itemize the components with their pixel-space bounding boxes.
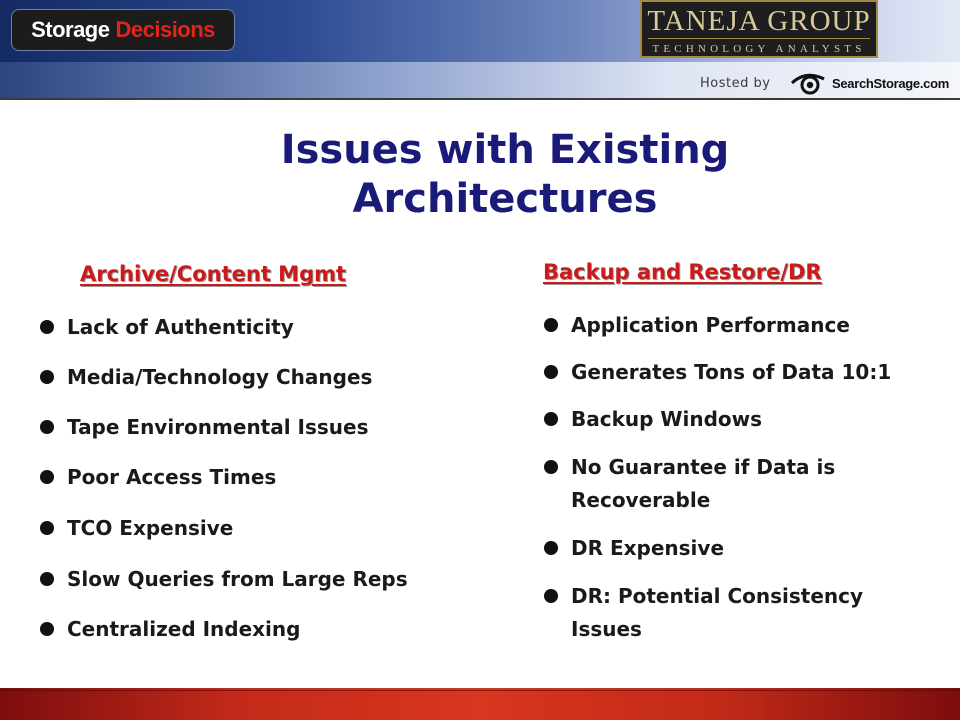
list-item-text: DR: Potential Consistency	[571, 584, 864, 608]
title-line-2: Architectures	[352, 176, 658, 222]
list-item-text: TCO Expensive	[67, 516, 234, 540]
bullet-dot-icon	[40, 320, 54, 334]
list-item-text: Media/Technology Changes	[67, 365, 373, 389]
taneja-group-logo	[640, 0, 878, 58]
list-item-text: Generates Tons of Data 10:1	[571, 360, 892, 384]
searchstorage-logo	[790, 70, 949, 96]
list-item-text: Slow Queries from Large Reps	[67, 567, 408, 591]
list-item-text-continued: Recoverable	[571, 488, 711, 512]
list-item-text: Application Performance	[571, 313, 850, 337]
list-item-text: Poor Access Times	[67, 465, 277, 489]
searchstorage-wordmark: SearchStorage.com	[832, 75, 950, 91]
bullet-dot-icon	[40, 572, 54, 586]
taneja-group-tagline: TECHNOLOGY ANALYSTS	[648, 38, 870, 56]
list-item	[571, 309, 850, 342]
bullet-dot-icon	[544, 589, 558, 603]
backup-column-heading: Backup and Restore/DR	[543, 260, 822, 284]
bullet-dot-icon	[40, 470, 54, 484]
bullet-dot-icon	[544, 541, 558, 555]
list-item-text: Lack of Authenticity	[67, 315, 294, 339]
list-item	[67, 613, 300, 646]
title-line-1: Issues with Existing	[280, 127, 730, 173]
bullet-dot-icon	[40, 521, 54, 535]
storage-decisions-logo	[12, 10, 234, 50]
logo-word-decisions: Decisions	[115, 17, 215, 42]
list-item-text: Backup Windows	[571, 407, 763, 431]
list-item	[571, 451, 835, 517]
slide-header	[0, 0, 960, 100]
list-item	[571, 403, 762, 436]
hosted-by-label: Hosted by	[700, 76, 771, 91]
bullet-dot-icon	[544, 365, 558, 379]
slide-footer-bar	[0, 688, 960, 720]
list-item	[571, 532, 724, 565]
bullet-dot-icon	[544, 412, 558, 426]
list-item	[67, 512, 233, 545]
list-item-text-continued: Issues	[571, 617, 642, 641]
list-item	[67, 411, 369, 444]
bullet-dot-icon	[40, 370, 54, 384]
bullet-dot-icon	[40, 420, 54, 434]
slide-title	[80, 126, 930, 224]
list-item-text: Tape Environmental Issues	[67, 415, 369, 439]
taneja-group-name: TANEJA GROUP	[647, 5, 871, 37]
header-divider	[0, 98, 960, 100]
archive-column-heading: Archive/Content Mgmt	[80, 262, 347, 286]
list-item	[571, 580, 863, 646]
list-item-text: DR Expensive	[571, 536, 725, 560]
list-item-text: No Guarantee if Data is	[571, 455, 836, 479]
list-item-text: Centralized Indexing	[67, 617, 301, 641]
list-item	[67, 563, 408, 596]
footer-divider	[0, 690, 960, 691]
list-item	[571, 356, 891, 389]
list-item	[67, 461, 276, 494]
list-item	[67, 361, 372, 394]
bullet-dot-icon	[544, 460, 558, 474]
searchstorage-eye-icon	[790, 70, 830, 96]
bullet-dot-icon	[544, 318, 558, 332]
list-item	[67, 311, 294, 344]
bullet-dot-icon	[40, 622, 54, 636]
logo-word-storage: Storage	[31, 17, 110, 42]
